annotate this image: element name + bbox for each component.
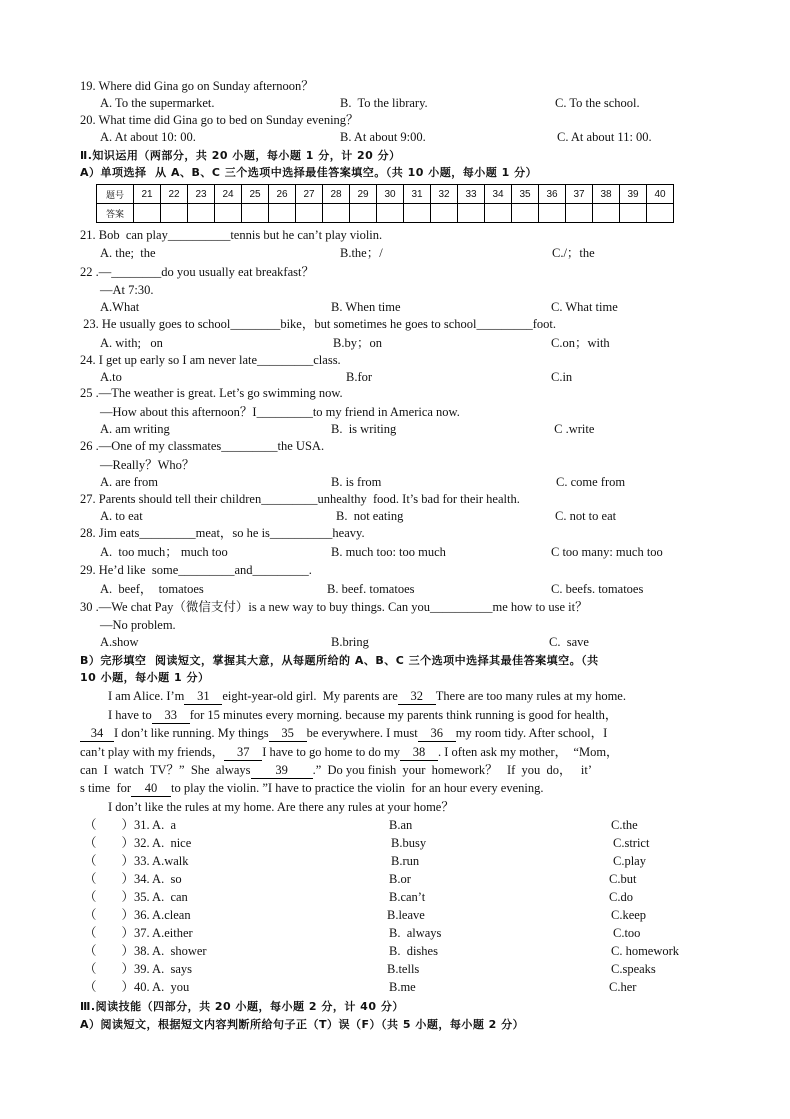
cloze-option-36-a: 36. A.clean — [134, 908, 191, 922]
question-24-option-b: B.for — [346, 370, 373, 384]
cloze-option-37-a: 37. A.either — [134, 926, 193, 940]
answer-cell[interactable] — [215, 204, 242, 223]
question-28-option-a: A. too much； much too — [100, 545, 228, 559]
question-20-stem: 20. What time did Gina go to bed on Sunday evening？ — [80, 113, 359, 127]
cloze-text: I don’t like running. My things — [114, 726, 269, 740]
cloze-blank-39[interactable]: 39 — [251, 763, 313, 779]
answer-cell[interactable] — [512, 204, 539, 223]
answer-cell[interactable] — [377, 204, 404, 223]
cloze-option-40-b: B.me — [389, 980, 416, 994]
table-number-cell: 34 — [485, 185, 512, 204]
cloze-text: can’t play with my friends， — [80, 745, 225, 759]
question-25-reply: —How about this afternoon？I_________to my friend in America now. — [100, 405, 460, 419]
cloze-option-34-a: 34. A. so — [134, 872, 182, 886]
cloze-line-7: I don’t like the rules at my home. Are there any rules at your home？ — [108, 800, 454, 814]
cloze-option-paren[interactable]: （ ） — [84, 962, 135, 976]
question-24-option-c: C.in — [551, 370, 573, 384]
cloze-option-31-a: 31. A. a — [134, 818, 177, 832]
answer-cell[interactable] — [593, 204, 620, 223]
cloze-text: There are too many rules at my home. — [435, 689, 626, 703]
question-21-stem: 21. Bob can play__________tennis but he can’t play violin. — [80, 228, 383, 242]
cloze-option-38-a: 38. A. shower — [134, 944, 207, 958]
cloze-option-paren[interactable]: （ ） — [84, 926, 135, 940]
question-23-option-c: C.on；with — [551, 336, 610, 350]
question-21-option-a: A. the; the — [100, 246, 156, 260]
part-b-heading-cont: 10 小题，每小题 1 分） — [80, 671, 210, 684]
answer-grid — [96, 184, 674, 223]
cloze-option-paren[interactable]: （ ） — [84, 854, 135, 868]
cloze-option-40-c: C.her — [609, 980, 637, 994]
question-26-stem: 26 .—One of my classmates_________the USA. — [80, 439, 325, 453]
cloze-option-36-c: C.keep — [611, 908, 647, 922]
question-28-option-b: B. much too: too much — [331, 545, 446, 559]
cloze-option-39-a: 39. A. says — [134, 962, 192, 976]
question-28-option-c: C too many: much too — [551, 545, 663, 559]
cloze-text: be everywhere. I must — [306, 726, 418, 740]
question-20-option-b: B. At about 9:00. — [340, 130, 426, 144]
answer-cell[interactable] — [566, 204, 593, 223]
cloze-option-39-b: B.tells — [387, 962, 420, 976]
cloze-text: I am Alice. I’m — [108, 689, 185, 703]
table-number-cell: 33 — [458, 185, 485, 204]
cloze-option-34-b: B.or — [389, 872, 411, 886]
question-19-option-a: A. To the supermarket. — [100, 96, 215, 110]
cloze-option-paren[interactable]: （ ） — [84, 890, 135, 904]
answer-cell[interactable] — [404, 204, 431, 223]
cloze-text: can I watch TV？” She always — [80, 763, 251, 777]
question-29-option-c: C. beefs. tomatoes — [551, 582, 644, 596]
cloze-option-35-a: 35. A. can — [134, 890, 188, 904]
cloze-blank-37[interactable]: 37 — [224, 745, 262, 761]
question-25-option-b: B. is writing — [331, 422, 397, 436]
cloze-text: to play the violin. ”I have to practice the violin for an hour every evening. — [171, 781, 544, 795]
table-number-cell: 36 — [539, 185, 566, 204]
cloze-option-35-c: C.do — [609, 890, 633, 904]
table-number-cell: 27 — [296, 185, 323, 204]
cloze-blank-33[interactable]: 33 — [152, 708, 190, 724]
cloze-option-33-c: C.play — [613, 854, 646, 868]
question-22-stem: 22 .—________do you usually eat breakfast？ — [80, 265, 314, 279]
answer-cell[interactable] — [647, 204, 674, 223]
table-number-cell: 23 — [188, 185, 215, 204]
answer-cell[interactable] — [296, 204, 323, 223]
answer-cell[interactable] — [539, 204, 566, 223]
cloze-blank-32[interactable]: 32 — [398, 689, 436, 705]
cloze-option-37-c: C.too — [613, 926, 641, 940]
question-27-option-c: C. not to eat — [555, 509, 617, 523]
cloze-option-paren[interactable]: （ ） — [84, 944, 135, 958]
cloze-option-39-c: C.speaks — [611, 962, 656, 976]
question-22-option-b: B. When time — [331, 300, 401, 314]
question-25-stem: 25 .—The weather is great. Let’s go swimming now. — [80, 386, 343, 400]
table-number-cell: 35 — [512, 185, 539, 204]
question-27-stem: 27. Parents should tell their children_________unhealthy food. It’s bad for their health. — [80, 492, 520, 506]
question-22-option-a: A.What — [100, 300, 140, 314]
question-30-reply: —No problem. — [100, 618, 176, 632]
question-30-option-c: C. save — [549, 635, 589, 649]
cloze-blank-35[interactable]: 35 — [269, 726, 307, 742]
question-20-option-a: A. At about 10: 00. — [100, 130, 196, 144]
question-19-option-b: B. To the library. — [340, 96, 428, 110]
answer-cell[interactable] — [458, 204, 485, 223]
question-20-option-c: C. At about 11: 00. — [557, 130, 652, 144]
cloze-text: my room tidy. After school，I — [455, 726, 608, 740]
cloze-option-paren[interactable]: （ ） — [84, 836, 135, 850]
question-22-reply: —At 7:30. — [100, 283, 154, 297]
cloze-text: s time for — [80, 781, 132, 795]
question-24-option-a: A.to — [100, 370, 122, 384]
table-number-cell: 37 — [566, 185, 593, 204]
question-29-stem: 29. He’d like some_________and_________. — [80, 563, 312, 577]
question-22-option-c: C. What time — [551, 300, 618, 314]
cloze-blank-34[interactable]: 34 — [80, 726, 114, 742]
answer-cell[interactable] — [431, 204, 458, 223]
cloze-option-40-a: 40. A. you — [134, 980, 190, 994]
answer-cell[interactable] — [323, 204, 350, 223]
question-23-stem: 23. He usually goes to school________bike，but sometimes he goes to school_________foot. — [80, 317, 556, 331]
cloze-text: I have to go home to do my — [262, 745, 401, 759]
table-number-cell: 29 — [350, 185, 377, 204]
table-label-answer: 答案 — [97, 204, 134, 223]
section-2-heading: Ⅱ.知识运用（两部分，共 20 小题，每小题 1 分，计 20 分） — [80, 149, 401, 162]
table-number-cell: 24 — [215, 185, 242, 204]
question-25-option-a: A. am writing — [100, 422, 170, 436]
cloze-line-3 — [80, 726, 607, 742]
cloze-option-32-a: 32. A. nice — [134, 836, 192, 850]
table-number-cell: 26 — [269, 185, 296, 204]
cloze-blank-40[interactable]: 40 — [131, 781, 171, 797]
question-28-stem: 28. Jim eats_________meat，so he is__________heavy. — [80, 526, 365, 540]
cloze-option-37-b: B. always — [389, 926, 442, 940]
question-23-option-a: A. with; on — [100, 336, 163, 350]
answer-cell[interactable] — [161, 204, 188, 223]
answer-cell[interactable] — [620, 204, 647, 223]
question-30-option-a: A.show — [100, 635, 139, 649]
cloze-text: for 15 minutes every morning. because my parents think running is good for health， — [189, 708, 618, 722]
section-3-heading: Ⅲ.阅读技能（四部分，共 20 小题，每小题 2 分，计 40 分） — [80, 1000, 404, 1013]
cloze-text: .” Do you finish your homework？ If you do， it’ — [312, 763, 593, 777]
cloze-option-33-a: 33. A.walk — [134, 854, 189, 868]
question-26-option-c: C. come from — [556, 475, 626, 489]
cloze-option-32-c: C.strict — [613, 836, 650, 850]
question-26-option-a: A. are from — [100, 475, 158, 489]
answer-cell[interactable] — [269, 204, 296, 223]
answer-cell[interactable] — [134, 204, 161, 223]
cloze-option-paren[interactable]: （ ） — [84, 872, 135, 886]
cloze-blank-31[interactable]: 31 — [184, 689, 222, 705]
cloze-text: I have to — [108, 708, 152, 722]
part-a-heading: A）单项选择 从 A、B、C 三个选项中选择最佳答案填空。（共 10 小题，每小题 1 分） — [80, 166, 538, 179]
cloze-option-31-b: B.an — [389, 818, 413, 832]
table-number-cell: 28 — [323, 185, 350, 204]
cloze-line-4 — [80, 745, 619, 761]
question-26-option-b: B. is from — [331, 475, 382, 489]
question-29-option-b: B. beef. tomatoes — [327, 582, 415, 596]
table-number-cell: 22 — [161, 185, 188, 204]
cloze-option-paren[interactable]: （ ） — [84, 818, 135, 832]
answer-cell[interactable] — [350, 204, 377, 223]
question-26-reply: —Really？Who？ — [100, 458, 195, 472]
question-24-stem: 24. I get up early so I am never late_________class. — [80, 353, 341, 367]
cloze-option-32-b: B.busy — [391, 836, 427, 850]
table-number-cell: 32 — [431, 185, 458, 204]
part-b-heading: B）完形填空 阅读短文，掌握其大意，从每题所给的 A、B、C 三个选项中选择其最佳答案填空。（共 — [80, 654, 599, 667]
table-number-cell: 21 — [134, 185, 161, 204]
question-19-stem: 19. Where did Gina go on Sunday afternoon？ — [80, 79, 314, 93]
table-number-cell: 30 — [377, 185, 404, 204]
table-label-number: 题号 — [97, 185, 134, 204]
cloze-option-36-b: B.leave — [387, 908, 425, 922]
cloze-blank-38[interactable]: 38 — [400, 745, 438, 761]
question-21-option-b: B.the；/ — [340, 246, 383, 260]
answer-cell[interactable] — [485, 204, 512, 223]
cloze-option-33-b: B.run — [391, 854, 420, 868]
section-3-part-a-heading: A）阅读短文，根据短文内容判断所给句子正（T）误（F）（共 5 小题，每小题 2 分） — [80, 1018, 525, 1031]
cloze-line-1 — [108, 689, 626, 705]
cloze-option-38-c: C. homework — [611, 944, 680, 958]
question-30-option-b: B.bring — [331, 635, 369, 649]
answer-cell[interactable] — [188, 204, 215, 223]
question-21-option-c: C./；the — [552, 246, 595, 260]
cloze-option-34-c: C.but — [609, 872, 637, 886]
question-27-option-b: B. not eating — [336, 509, 404, 523]
table-number-cell: 25 — [242, 185, 269, 204]
question-23-option-b: B.by；on — [333, 336, 382, 350]
cloze-option-35-b: B.can’t — [389, 890, 426, 904]
cloze-text: eight-year-old girl. My parents are — [222, 689, 398, 703]
question-27-option-a: A. to eat — [100, 509, 143, 523]
cloze-line-2 — [108, 708, 617, 724]
table-number-cell: 38 — [593, 185, 620, 204]
table-number-cell: 31 — [404, 185, 431, 204]
answer-cell[interactable] — [242, 204, 269, 223]
cloze-option-31-c: C.the — [611, 818, 638, 832]
cloze-blank-36[interactable]: 36 — [418, 726, 456, 742]
cloze-text: . I often ask my mother， “Mom， — [438, 745, 619, 759]
table-number-cell: 40 — [647, 185, 674, 204]
question-19-option-c: C. To the school. — [555, 96, 640, 110]
question-30-stem: 30 .—We chat Pay（微信支付）is a new way to buy things. Can you__________me how to use it？ — [80, 600, 588, 614]
question-25-option-c: C .write — [551, 422, 595, 436]
cloze-line-6 — [80, 781, 544, 797]
cloze-line-5 — [80, 763, 592, 779]
cloze-option-paren[interactable]: （ ） — [84, 908, 135, 922]
question-29-option-a: A. beef， tomatoes — [100, 582, 204, 596]
cloze-option-38-b: B. dishes — [389, 944, 438, 958]
cloze-option-paren[interactable]: （ ） — [84, 980, 135, 994]
table-number-cell: 39 — [620, 185, 647, 204]
